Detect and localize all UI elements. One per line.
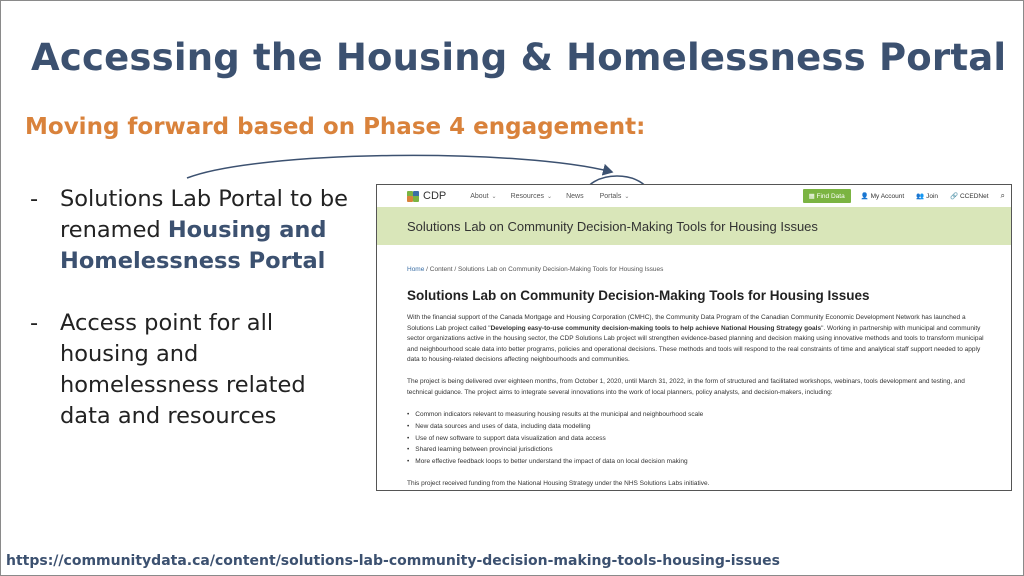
ccednet-link[interactable]	[950, 192, 988, 200]
breadcrumb-home-link[interactable]: Home	[407, 266, 425, 273]
chevron-down-icon: ⌄	[547, 193, 553, 200]
slide-subtitle: Moving forward based on Phase 4 engagement:	[25, 114, 646, 140]
nav-label: Resources	[510, 192, 545, 200]
bullet-text-bold: Housing and Homelessness Portal	[60, 217, 327, 274]
add-user-icon: 👥	[916, 193, 925, 200]
site-navbar	[377, 185, 1011, 207]
search-icon[interactable]: ⌕	[1000, 191, 1005, 200]
cdp-logo-icon	[407, 191, 419, 202]
site-logo[interactable]	[407, 190, 446, 202]
page-heading: Solutions Lab on Community Decision-Making Tools for Housing Issues	[407, 288, 870, 303]
banner-title: Solutions Lab on Community Decision-Making Tools for Housing Issues	[407, 219, 818, 234]
page-banner	[377, 207, 1011, 245]
my-account-link[interactable]	[861, 192, 905, 200]
list-item: • Common indicators relevant to measuring housing results at the municipal and neighbourhood scale	[407, 409, 703, 421]
chevron-down-icon: ⌄	[491, 193, 497, 200]
breadcrumb-path: / Content / Solutions Lab on Community Decision-Making Tools for Housing Issues	[424, 266, 664, 273]
join-link[interactable]	[916, 192, 938, 200]
nav-about[interactable]	[470, 193, 496, 200]
bullet-dash: -	[30, 186, 39, 212]
project-paragraph: The project is being delivered over eighteen months, from October 1, 2020, until March 31, 2022, in the form of structured and facilitated workshops, webinars, tools development and testing, and technical guidance. The project aims to integrate several innovations into the work of local planners, policy analysts, and decision-makers, including:	[407, 378, 965, 396]
link-icon: 🔗	[950, 193, 959, 200]
find-data-button[interactable]: ▦ Find Data	[803, 189, 851, 203]
nav-news[interactable]	[566, 193, 584, 200]
para-text: ". Working in partnership with municipal and community sector organizations active in the housing sector, the CDP Solutions Lab project will strengthen evidence-based planning and decision making using innovative methods and tools to transform municipal and neighbourhood scale data into better programs, policies and operational decisions. These methods and tools will respond to the real constraints of time and analytical staff support needed to apply data to housing-related decisions affecting neighbourhoods and communities.	[407, 324, 984, 363]
slide-title: Accessing the Housing & Homelessness Portal	[31, 36, 1007, 79]
find-data-label: Find Data	[816, 193, 845, 200]
bullet-text-plain: Solutions Lab Portal to be renamed	[60, 186, 348, 243]
nav-portals[interactable]	[600, 193, 630, 200]
ccednet-label: CCEDNet	[959, 193, 989, 200]
my-account-label: My Account	[870, 193, 905, 200]
list-item: • Use of new software to support data visualization and data access	[407, 433, 703, 445]
source-url[interactable]: https://communitydata.ca/content/solutions-lab-community-decision-making-tools-housing-issues	[6, 553, 780, 569]
funding-paragraph: This project received funding from the National Housing Strategy under the NHS Solutions Labs initiative.	[407, 480, 710, 487]
join-label: Join	[926, 193, 939, 200]
nav-label: Portals	[599, 192, 622, 200]
bullet-text: Access point for all housing and homelessness related data and resources	[60, 310, 306, 429]
list-item: • Shared learning between provincial jurisdictions	[407, 444, 703, 456]
user-icon: 👤	[860, 193, 869, 200]
nav-label: News	[566, 192, 584, 200]
logo-text: CDP	[423, 190, 447, 202]
nav-resources[interactable]	[511, 193, 553, 200]
chevron-down-icon: ⌄	[624, 193, 630, 200]
bullet-dash: -	[30, 310, 39, 336]
nav-right-group	[803, 189, 1005, 203]
breadcrumb	[407, 266, 663, 273]
para-bold-text: Developing easy-to-use community decision-making tools to help achieve National Housing Strategy goals	[490, 324, 822, 332]
intro-paragraph	[407, 313, 992, 366]
para-text: With the financial support of the Canada Mortgage and Housing Corporation (CMHC), the Community Data Program of the Canadian Community Economic Development Network has launched a Solutions Lab project called "	[407, 314, 966, 332]
list-item: • More effective feedback loops to better understand the impact of data on local decision making	[407, 456, 703, 468]
innovations-list	[407, 409, 703, 468]
website-screenshot	[376, 184, 1012, 491]
list-item: • New data sources and uses of data, including data modelling	[407, 421, 703, 433]
nav-label: About	[470, 192, 489, 200]
